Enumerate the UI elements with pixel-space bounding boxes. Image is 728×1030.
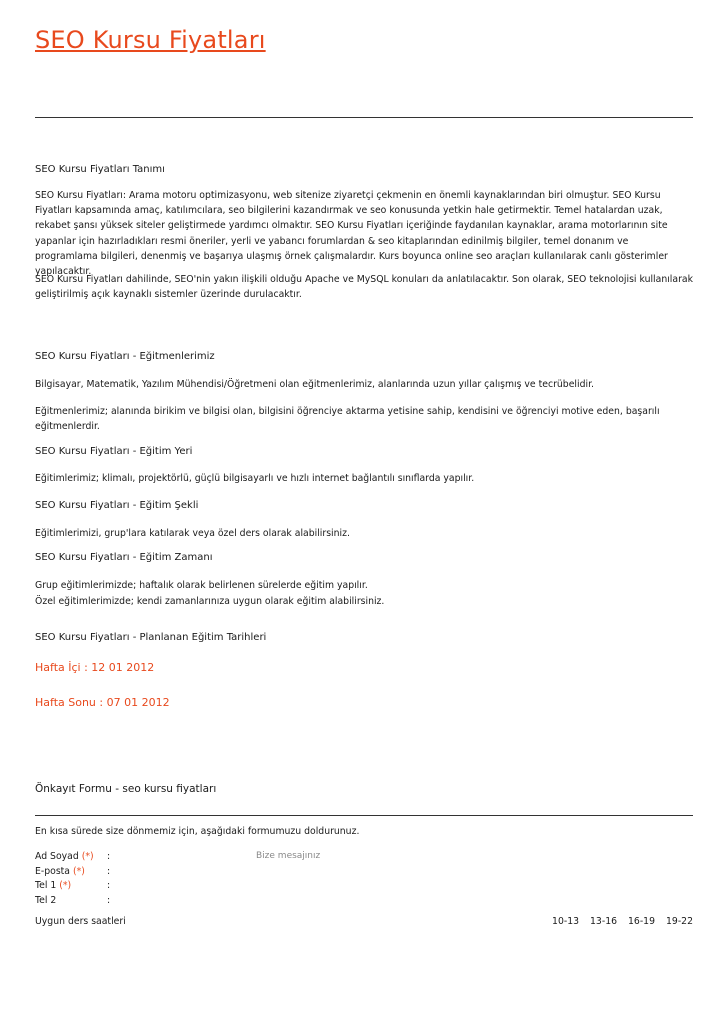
time-line-1: Grup eğitimlerimizde; haftalık olarak belirlenen sürelerde eğitim yapılır. <box>35 580 368 591</box>
hours-options <box>544 916 693 927</box>
hours-option-19-22[interactable]: 19-22 <box>665 916 693 927</box>
tel2-field-label: Tel 2 <box>35 895 57 906</box>
section-heading-definition: SEO Kursu Fiyatları Tanımı <box>35 164 165 175</box>
name-field-colon: : <box>107 851 111 862</box>
form-intro: En kısa sürede size dönmemiz için, aşağıdaki formumuzu doldurunuz. <box>35 826 360 837</box>
section-heading-time: SEO Kursu Fiyatları - Eğitim Zamanı <box>35 552 213 563</box>
place-paragraph: Eğitimlerimiz; klimalı, projektörlü, güçlü bilgisayarlı ve hızlı internet bağlantılı sınıflarda yapılır. <box>35 473 475 484</box>
form-title: Önkayıt Formu - seo kursu fiyatları <box>35 783 217 795</box>
section-heading-dates: SEO Kursu Fiyatları - Planlanan Eğitim Tarihleri <box>35 632 267 643</box>
definition-paragraph-1: SEO Kursu Fiyatları: Arama motoru optimizasyonu, web sitenize ziyaretçi çekmenin en önemli kaynaklarından biri olmuştur. SEO Kursu Fiyatları kapsamında amaç, katılımcılara, seo bilgilerini kazandırmak ve seo konusunda yetkin hale getirmektir. Temel hatalardan uzak, rekabet şansı yüksek siteler geliştirmede yardımcı olmaktır. SEO Kursu Fiyatları içeriğinde faydanılan kaynaklar, arama motorlarının site yapanlar için hazırladıkları resmi öneriler, yerli ve yabancı forumlardan & seo kitaplarından edinilmiş bilgiler, temel donanım ve programlama bilgileri, denenmiş ve başarıya ulaşmış örnek çalışmalardır. Kurs boyunca online seo araçları kullanılarak canlı gösterimler yapılacaktır. <box>35 190 668 278</box>
format-paragraph: Eğitimlerimizi, grup'lara katılarak veya özel ders olarak alabilirsiniz. <box>35 528 350 539</box>
message-textarea[interactable]: Bize mesajınız <box>256 851 321 861</box>
tel2-field-colon: : <box>107 895 111 906</box>
email-field-label: E-posta (*) <box>35 866 85 877</box>
hours-option-13-16[interactable]: 13-16 <box>590 916 618 927</box>
weekend-date: Hafta Sonu : 07 01 2012 <box>35 696 170 709</box>
instructors-paragraph-1: Bilgisayar, Matematik, Yazılım Mühendisi/Öğretmeni olan eğitmenlerimiz, alanlarında uzun yıllar çalışmış ve tecrübelidir. <box>35 379 594 390</box>
email-field-row[interactable] <box>35 866 117 877</box>
tel1-field-row[interactable] <box>35 880 117 891</box>
hours-label: Uygun ders saatleri <box>35 916 126 927</box>
hours-option-16-19[interactable]: 16-19 <box>628 916 656 927</box>
name-field-row[interactable] <box>35 851 117 862</box>
email-field-colon: : <box>107 866 111 877</box>
instructors-paragraph-2: Eğitmenlerimiz; alanında birikim ve bilgisi olan, bilgisini öğrenciye aktarma yetisine sahip, kendisini ve öğrenciyi motive eden, başarılı eğitmenlerdir. <box>35 406 660 433</box>
definition-paragraph-2: SEO Kursu Fiyatları dahilinde, SEO'nin yakın ilişkili olduğu Apache ve MySQL konuları da anlatılacaktır. Son olarak, SEO teknolojisi kullanılarak geliştirilmiş açık kaynaklı sistemler üzerinde durulacaktır. <box>35 274 693 301</box>
section-heading-instructors: SEO Kursu Fiyatları - Eğitmenlerimiz <box>35 351 215 362</box>
tel1-field-label: Tel 1 (*) <box>35 880 72 891</box>
page-title: SEO Kursu Fiyatları <box>35 26 266 54</box>
section-heading-place: SEO Kursu Fiyatları - Eğitim Yeri <box>35 446 193 457</box>
tel1-field-colon: : <box>107 880 111 891</box>
time-line-2: Özel eğitimlerimizde; kendi zamanlarınıza uygun olarak eğitim alabilirsiniz. <box>35 596 385 607</box>
weekday-date: Hafta İçi : 12 01 2012 <box>35 661 155 674</box>
hours-option-10-13[interactable]: 10-13 <box>552 916 580 927</box>
name-field-label: Ad Soyad (*) <box>35 851 94 862</box>
section-heading-format: SEO Kursu Fiyatları - Eğitim Şekli <box>35 500 199 511</box>
form-divider <box>35 815 693 816</box>
title-divider <box>35 117 693 118</box>
tel2-field-row[interactable] <box>35 895 117 906</box>
